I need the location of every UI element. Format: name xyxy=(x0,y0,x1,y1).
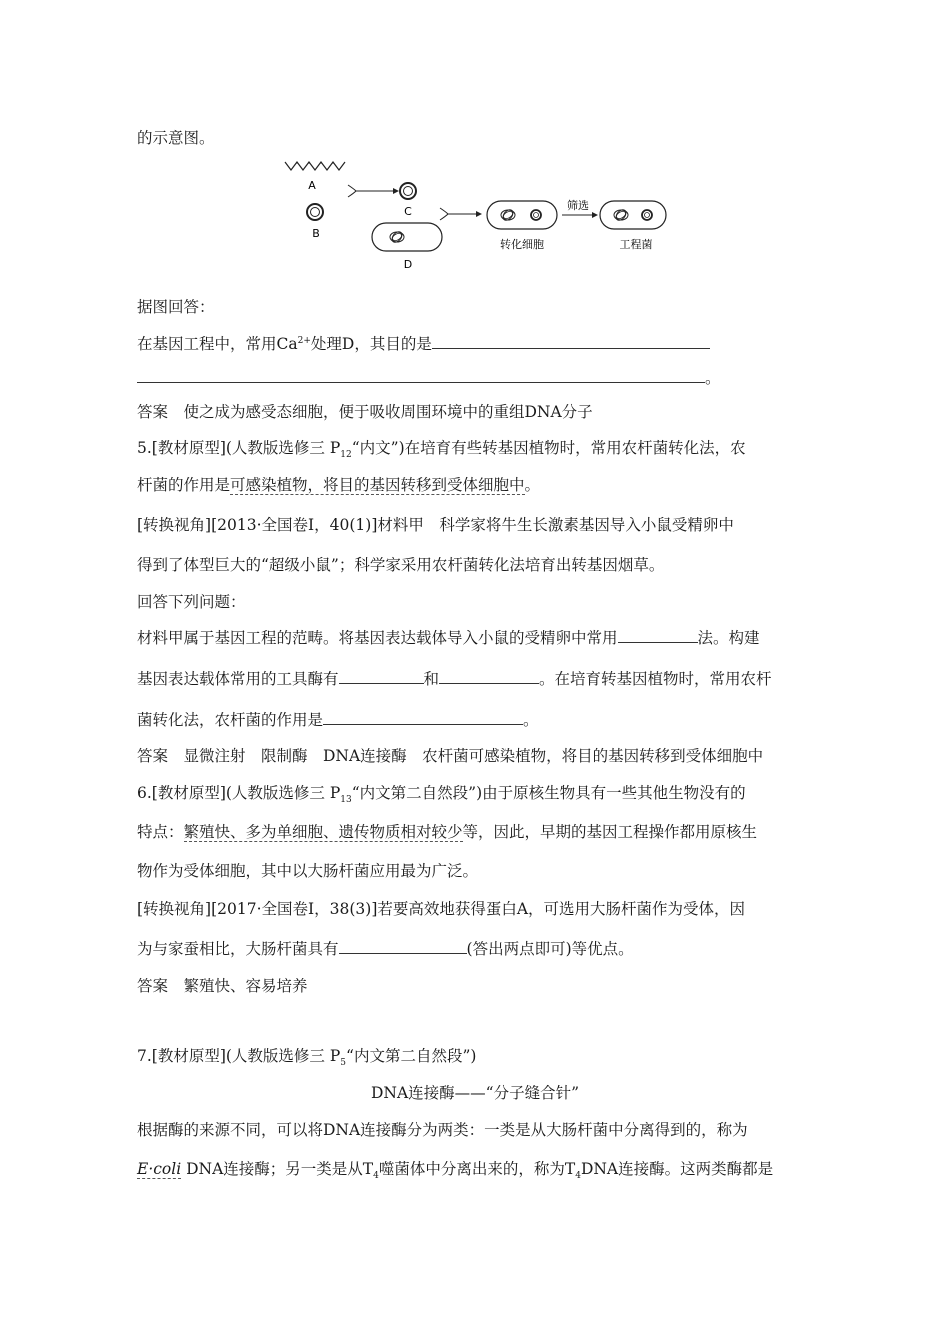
answer-blank-4[interactable] xyxy=(339,669,424,684)
q5-line-1 xyxy=(137,438,746,465)
t4-sub-2: 4 xyxy=(575,1171,581,1182)
q5-line-8 xyxy=(137,710,539,730)
q6-line-1 xyxy=(137,783,746,810)
label-d: D xyxy=(403,258,413,271)
q7-text-b: “内文第二自然段”) xyxy=(346,1047,477,1065)
q5-text-h-a: 基因表达载体常用的工具酶有 xyxy=(137,670,339,688)
intro-line: 的示意图。 xyxy=(137,129,215,147)
prompt-line: 据图回答： xyxy=(137,298,215,316)
answer-blank-3[interactable] xyxy=(618,628,698,643)
q6-text-f-b: (答出两点即可)等优点。 xyxy=(466,940,634,958)
q7-text-d-a: DNA连接酶；另一类是从T xyxy=(181,1160,374,1178)
q7-title: DNA连接酶——“分子缝合针” xyxy=(370,1084,580,1102)
bacterium-d-icon xyxy=(372,223,442,251)
q5-key-point: 可感染植物，将目的基因转移到受体细胞中 xyxy=(230,476,525,494)
q5-text-g-a: 材料甲属于基因工程的范畴。将基因表达载体导入小鼠的受精卵中常用 xyxy=(137,629,618,647)
dna-fragment-icon xyxy=(285,162,345,170)
label-engineered: 工程菌 xyxy=(619,238,653,251)
q6-text-f-a: 为与家蚕相比，大肠杆菌具有 xyxy=(137,940,339,958)
answer-blank-1[interactable] xyxy=(432,334,710,349)
q5-text-h-b: 和 xyxy=(423,670,440,688)
t4-sub-1: 4 xyxy=(373,1171,379,1182)
q7-text-d-b: 噬菌体中分离出来的，称为T xyxy=(378,1160,576,1178)
q6-line-3: 物作为受体细胞，其中以大肠杆菌应用最为广泛。 xyxy=(137,862,479,880)
q7-text-a: 7.[教材原型](人教版选修三 P xyxy=(137,1047,341,1065)
q6-text-b: “内文第二自然段”)由于原核生物具有一些其他生物没有的 xyxy=(351,784,746,802)
transformed-cell-icon xyxy=(487,201,557,229)
q4-line-2 xyxy=(137,368,721,388)
arrow-to-c-icon xyxy=(348,185,399,197)
ecoli-term: E·coli xyxy=(137,1160,182,1178)
answer-1: 答案 使之成为感受态细胞，便于吸收周围环境中的重组DNA分子 xyxy=(137,403,593,421)
q5-line-3: [转换视角][2013·全国卷Ⅰ，40(1)]材料甲 科学家将牛生长激素基因导入小鼠受精卵中 xyxy=(137,516,734,534)
label-c: C xyxy=(404,205,412,218)
q5-line-5: 回答下列问题： xyxy=(137,593,246,611)
label-b: B xyxy=(312,227,320,240)
q6-line-2 xyxy=(137,822,757,842)
answer-blank-2[interactable] xyxy=(137,368,705,383)
answer-2: 答案 显微注射 限制酶 DNA连接酶 农杆菌可感染植物，将目的基因转移到受体细胞中 xyxy=(137,747,764,765)
q5-text-g-b: 法。构建 xyxy=(697,629,760,647)
q5-line-2 xyxy=(137,475,540,495)
q7-line-2: 根据酶的来源不同，可以将DNA连接酶分为两类：一类是从大肠杆菌中分离得到的，称为 xyxy=(137,1121,748,1139)
answer-blank-6[interactable] xyxy=(323,710,523,725)
q5-text-c-pre: 杆菌的作用是 xyxy=(137,476,231,494)
label-screen: 筛选 xyxy=(567,199,589,212)
q4-line xyxy=(137,331,710,354)
q7-text-d-c: DNA连接酶。这两类酶都是 xyxy=(580,1160,774,1178)
answer-3: 答案 繁殖快、容易培养 xyxy=(137,977,308,995)
q5-text-i-b: 。 xyxy=(523,711,539,729)
q7-line-1 xyxy=(137,1046,476,1073)
q5-line-6 xyxy=(137,628,760,648)
q5-text-a: 5.[教材原型](人教版选修三 P xyxy=(137,439,341,457)
screen-arrow-icon xyxy=(562,212,598,218)
q5-text-h-c: 。在培育转基因植物时，常用农杆 xyxy=(539,670,772,688)
q5-text-b: “内文”)在培育有些转基因植物时，常用农杆菌转化法，农 xyxy=(351,439,746,457)
bacterial-chromosome-icon xyxy=(390,230,404,244)
ca-superscript: 2+ xyxy=(297,336,311,346)
q6-page-sub: 13 xyxy=(340,795,352,806)
plasmid-b-icon xyxy=(307,204,323,220)
q6-line-5 xyxy=(137,939,634,959)
engineered-bacterium-icon xyxy=(600,201,666,229)
q7-line-3 xyxy=(137,1159,773,1186)
q4-text-a: 在基因工程中，常用Ca xyxy=(137,335,298,354)
q5-line-7 xyxy=(137,669,772,689)
q6-text-a: 6.[教材原型](人教版选修三 P xyxy=(137,784,341,802)
q6-line-4: [转换视角][2017·全国卷Ⅰ，38(3)]若要高效地获得蛋白A，可选用大肠杆菌作为受体，因 xyxy=(137,900,746,918)
q4-end: 。 xyxy=(705,369,721,387)
label-a: A xyxy=(308,179,316,192)
gene-engineering-diagram xyxy=(280,158,680,273)
arrow-to-transformed-icon xyxy=(440,208,482,220)
recombinant-plasmid-icon xyxy=(400,183,416,199)
q5-text-c-end: 。 xyxy=(524,476,541,494)
q4-text-b: 处理D，其目的是 xyxy=(310,335,432,354)
q6-key-point: 繁殖快、多为单细胞、遗传物质相对较少 xyxy=(183,823,463,841)
answer-blank-7[interactable] xyxy=(339,939,467,954)
q5-page-sub: 12 xyxy=(340,450,352,461)
q6-text-c-post: 等，因此，早期的基因工程操作都用原核生 xyxy=(462,823,758,841)
q6-text-c-pre: 特点： xyxy=(137,823,184,841)
q5-line-4: 得到了体型巨大的“超级小鼠”；科学家采用农杆菌转化法培育出转基因烟草。 xyxy=(137,556,665,574)
q5-text-i-a: 菌转化法，农杆菌的作用是 xyxy=(137,711,324,729)
label-transformed-cell: 转化细胞 xyxy=(500,238,544,251)
q7-page-sub: 5 xyxy=(340,1058,347,1069)
answer-blank-5[interactable] xyxy=(439,669,539,684)
